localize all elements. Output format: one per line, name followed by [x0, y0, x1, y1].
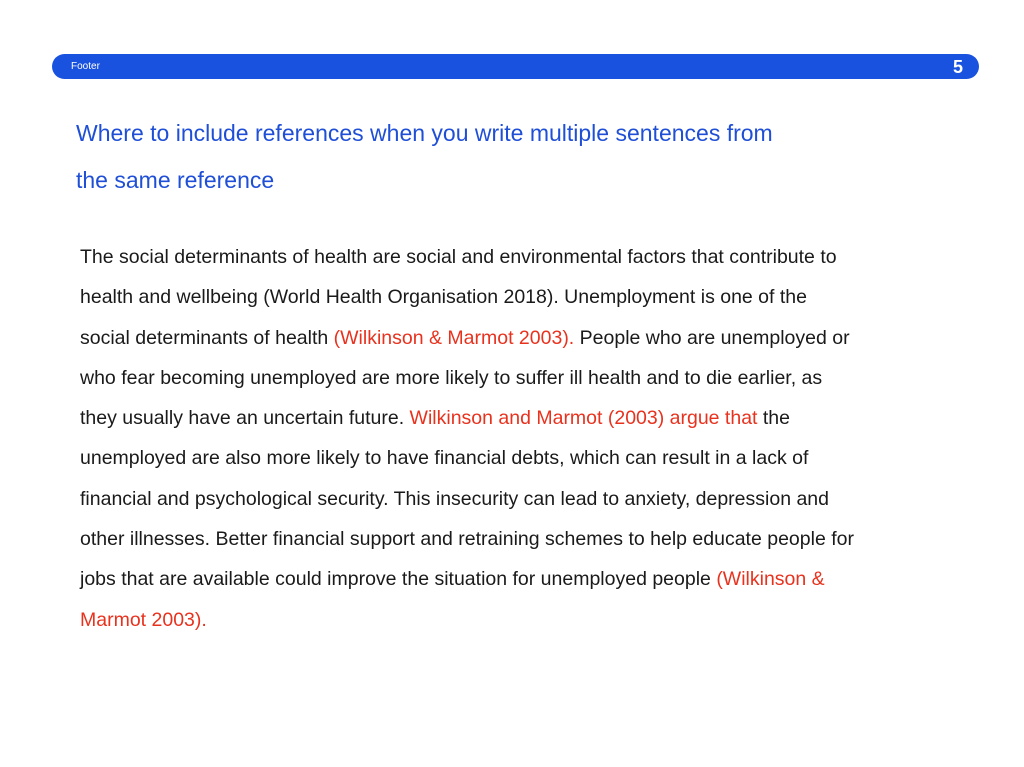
body-paragraph	[80, 237, 990, 640]
footer-bar	[52, 54, 979, 79]
body-line-3	[80, 318, 990, 358]
body-line-1: The social determinants of health are social and environmental factors that contribute to	[80, 246, 837, 268]
body-text-segment: social determinants of health	[80, 326, 334, 349]
body-line-7: financial and psychological security. This insecurity can lead to anxiety, depression and	[80, 487, 829, 510]
slide-number: 5	[952, 57, 963, 77]
body-text-segment: they usually have an uncertain future.	[80, 407, 410, 430]
citation-wilkinson-marmot-1: (Wilkinson & Marmot 2003).	[333, 326, 575, 349]
citation-wilkinson-marmot-3a: (Wilkinson &	[716, 568, 825, 591]
footer-label: Footer	[71, 61, 100, 72]
body-line-4: who fear becoming unemployed are more likely to suffer ill health and to die earlier, as	[80, 366, 823, 389]
slide-title	[76, 110, 936, 204]
title-line-2: the same reference	[76, 167, 275, 193]
citation-wilkinson-marmot-2: Wilkinson and Marmot (2003) argue that	[409, 407, 758, 430]
body-text-segment: jobs that are available could improve the situation for unemployed people	[80, 568, 717, 591]
body-line-10	[80, 600, 990, 640]
body-text-segment: People who are unemployed or	[574, 326, 850, 349]
body-text-segment: the	[757, 407, 790, 430]
citation-wilkinson-marmot-3b: Marmot 2003).	[80, 608, 207, 631]
body-line-2: health and wellbeing (World Health Organisation 2018). Unemployment is one of the	[80, 286, 807, 309]
body-line-8: other illnesses. Better financial support and retraining schemes to help educate people for	[80, 528, 854, 551]
body-line-6: unemployed are also more likely to have financial debts, which can result in a lack of	[80, 447, 809, 470]
title-line-1: Where to include references when you write multiple sentences from	[76, 120, 773, 146]
body-line-5	[80, 398, 990, 438]
body-line-9	[80, 559, 990, 599]
